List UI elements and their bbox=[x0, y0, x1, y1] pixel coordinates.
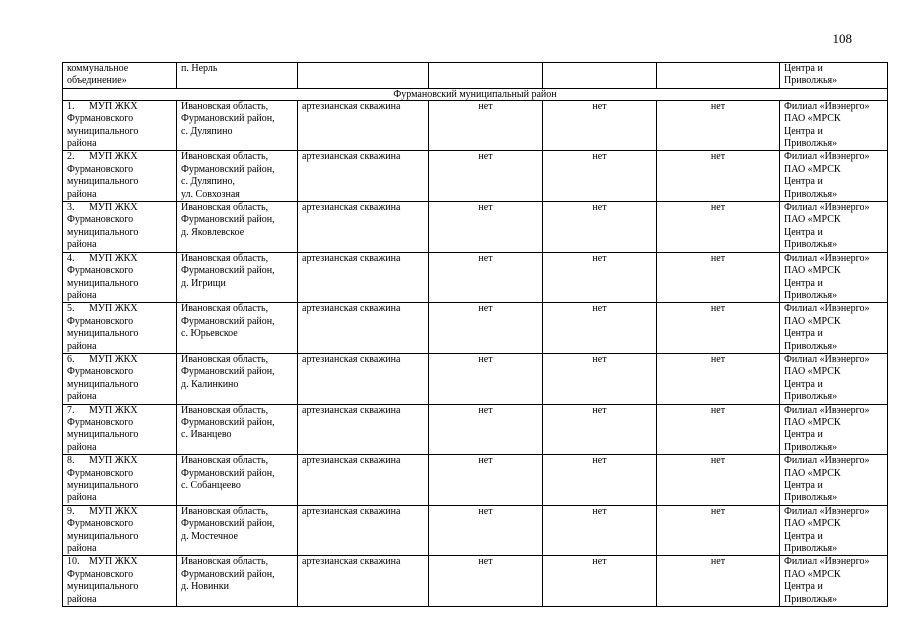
org-line: 5. МУП ЖКХ bbox=[67, 303, 138, 315]
supplier-line: Приволжья» bbox=[784, 391, 838, 403]
empty-cell bbox=[429, 63, 543, 89]
document-table bbox=[62, 62, 888, 607]
supplier-cell bbox=[780, 353, 888, 404]
value-cell: нет bbox=[543, 353, 657, 404]
org-line: Фурмановского bbox=[67, 163, 134, 175]
table-row bbox=[63, 455, 888, 506]
value-cell: нет bbox=[657, 100, 780, 151]
value-cell: нет bbox=[429, 353, 543, 404]
section-row bbox=[63, 88, 888, 100]
supplier-line: Приволжья» bbox=[784, 543, 838, 555]
supplier-line: Филиал «Ивэнерго» bbox=[784, 556, 870, 568]
org-line: муниципального bbox=[67, 530, 139, 542]
supplier-line: Филиал «Ивэнерго» bbox=[784, 100, 870, 112]
supplier-cell bbox=[780, 556, 888, 607]
table-row bbox=[63, 505, 888, 556]
address-cell bbox=[177, 556, 298, 607]
empty-cell bbox=[657, 63, 780, 89]
source-cell: артезианская скважина bbox=[298, 505, 429, 556]
address-line: Ивановская область, bbox=[181, 303, 269, 315]
supplier-cell bbox=[780, 151, 888, 202]
org-line: района bbox=[67, 340, 97, 352]
supplier-line: ПАО «МРСК bbox=[784, 568, 841, 580]
table-row bbox=[63, 202, 888, 253]
supplier-line: Приволжья» bbox=[784, 75, 838, 87]
supplier-line: Центра и bbox=[784, 125, 823, 137]
org-line: 4. МУП ЖКХ bbox=[67, 252, 138, 264]
table-row bbox=[63, 252, 888, 303]
org-line: Фурмановского bbox=[67, 113, 134, 125]
supplier-line: Центра и bbox=[784, 226, 823, 238]
supplier-line: ПАО «МРСК bbox=[784, 366, 841, 378]
row-number: 5. bbox=[67, 303, 75, 315]
org-line: муниципального bbox=[67, 429, 139, 441]
supplier-line: ПАО «МРСК bbox=[784, 113, 841, 125]
org-cell bbox=[63, 404, 177, 455]
supplier-line: ПАО «МРСК bbox=[784, 315, 841, 327]
table-row bbox=[63, 303, 888, 354]
org-line: муниципального bbox=[67, 226, 139, 238]
org-line: района bbox=[67, 492, 97, 504]
org-line: 1. МУП ЖКХ bbox=[67, 100, 138, 112]
address-cell bbox=[177, 455, 298, 506]
org-line: района bbox=[67, 441, 97, 453]
value-cell: нет bbox=[543, 100, 657, 151]
supplier-line: Центра и bbox=[784, 63, 823, 74]
value-cell: нет bbox=[429, 252, 543, 303]
org-line: Фурмановского bbox=[67, 214, 134, 226]
value-cell: нет bbox=[657, 151, 780, 202]
org-cell bbox=[63, 252, 177, 303]
org-line: района bbox=[67, 138, 97, 150]
row-number: 3. bbox=[67, 202, 75, 214]
source-cell: артезианская скважина bbox=[298, 303, 429, 354]
org-cell bbox=[63, 63, 177, 89]
address-line: с. Юрьевское bbox=[181, 328, 238, 340]
org-cell bbox=[63, 151, 177, 202]
source-cell: артезианская скважина bbox=[298, 404, 429, 455]
row-number: 6. bbox=[67, 353, 75, 365]
row-number: 2. bbox=[67, 151, 75, 163]
source-cell: артезианская скважина bbox=[298, 202, 429, 253]
address-line: Фурмановский район, bbox=[181, 113, 275, 125]
address-line: д. Новинки bbox=[181, 581, 229, 593]
value-cell: нет bbox=[429, 303, 543, 354]
address-line: Фурмановский район, bbox=[181, 163, 275, 175]
org-line: района bbox=[67, 543, 97, 555]
value-cell: нет bbox=[429, 455, 543, 506]
org-cell bbox=[63, 556, 177, 607]
table-row bbox=[63, 556, 888, 607]
value-cell: нет bbox=[543, 505, 657, 556]
table-row bbox=[63, 353, 888, 404]
source-cell: артезианская скважина bbox=[298, 100, 429, 151]
org-line: коммунальное bbox=[67, 63, 129, 74]
continued-row bbox=[63, 63, 888, 89]
value-cell: нет bbox=[657, 252, 780, 303]
org-line: района bbox=[67, 593, 97, 605]
address-line: Фурмановский район, bbox=[181, 366, 275, 378]
org-line: муниципального bbox=[67, 378, 139, 390]
address-line: Ивановская область, bbox=[181, 151, 269, 163]
org-line: района bbox=[67, 289, 97, 301]
address-line: Ивановская область, bbox=[181, 252, 269, 264]
value-cell: нет bbox=[543, 303, 657, 354]
value-cell: нет bbox=[543, 404, 657, 455]
supplier-cell bbox=[780, 455, 888, 506]
address-line: с. Иванцево bbox=[181, 429, 232, 441]
supplier-line: Приволжья» bbox=[784, 239, 838, 251]
supplier-line: Филиал «Ивэнерго» bbox=[784, 505, 870, 517]
address-line: Фурмановский район, bbox=[181, 315, 275, 327]
org-line: Фурмановского bbox=[67, 265, 134, 277]
supplier-line: Приволжья» bbox=[784, 441, 838, 453]
supplier-line: ПАО «МРСК bbox=[784, 467, 841, 479]
org-line: муниципального bbox=[67, 125, 139, 137]
value-cell: нет bbox=[657, 505, 780, 556]
address-line: ул. Совхозная bbox=[181, 188, 240, 200]
supplier-line: ПАО «МРСК bbox=[784, 518, 841, 530]
supplier-line: Приволжья» bbox=[784, 340, 838, 352]
address-line: Фурмановский район, bbox=[181, 214, 275, 226]
empty-cell bbox=[543, 63, 657, 89]
org-line: 3. МУП ЖКХ bbox=[67, 202, 138, 214]
address-cell bbox=[177, 100, 298, 151]
address-line: Фурмановский район, bbox=[181, 518, 275, 530]
org-line: муниципального bbox=[67, 328, 139, 340]
value-cell: нет bbox=[429, 505, 543, 556]
org-line: муниципального bbox=[67, 480, 139, 491]
address-line: Фурмановский район, bbox=[181, 416, 275, 428]
address-cell bbox=[177, 353, 298, 404]
address-line: Ивановская область, bbox=[181, 100, 269, 112]
supplier-line: Центра и bbox=[784, 328, 823, 340]
value-cell: нет bbox=[657, 353, 780, 404]
supplier-line: Центра и bbox=[784, 277, 823, 289]
org-cell bbox=[63, 100, 177, 151]
supplier-line: Приволжья» bbox=[784, 593, 838, 605]
org-cell bbox=[63, 202, 177, 253]
value-cell: нет bbox=[657, 455, 780, 506]
org-cell bbox=[63, 353, 177, 404]
address-line: Фурмановский район, bbox=[181, 568, 275, 580]
address-cell bbox=[177, 505, 298, 556]
address-line: п. Нерль bbox=[181, 63, 218, 74]
address-line: с. Собанцеево bbox=[181, 480, 241, 491]
address-cell bbox=[177, 202, 298, 253]
supplier-cell bbox=[780, 202, 888, 253]
org-line: муниципального bbox=[67, 581, 139, 593]
org-line: муниципального bbox=[67, 277, 139, 289]
supplier-cell bbox=[780, 63, 888, 89]
row-number: 9. bbox=[67, 505, 75, 517]
org-line: 9. МУП ЖКХ bbox=[67, 505, 138, 517]
org-line: Фурмановского bbox=[67, 315, 134, 327]
address-line: Ивановская область, bbox=[181, 353, 269, 365]
value-cell: нет bbox=[429, 151, 543, 202]
address-line: Ивановская область, bbox=[181, 404, 269, 416]
source-cell: артезианская скважина bbox=[298, 353, 429, 404]
supplier-cell bbox=[780, 505, 888, 556]
value-cell: нет bbox=[429, 556, 543, 607]
org-line: объединение» bbox=[67, 75, 127, 87]
supplier-line: Центра и bbox=[784, 429, 823, 441]
org-line: муниципального bbox=[67, 176, 139, 188]
address-cell bbox=[177, 252, 298, 303]
supplier-line: ПАО «МРСК bbox=[784, 214, 841, 226]
row-number: 8. bbox=[67, 455, 75, 467]
source-cell: артезианская скважина bbox=[298, 455, 429, 506]
row-number: 4. bbox=[67, 252, 75, 264]
address-cell bbox=[177, 404, 298, 455]
value-cell: нет bbox=[657, 404, 780, 455]
source-cell bbox=[298, 63, 429, 89]
supplier-cell bbox=[780, 100, 888, 151]
org-line: 2. МУП ЖКХ bbox=[67, 151, 138, 163]
supplier-line: Филиал «Ивэнерго» bbox=[784, 353, 870, 365]
org-line: Фурмановского bbox=[67, 366, 134, 378]
address-cell bbox=[177, 303, 298, 354]
address-line: Ивановская область, bbox=[181, 556, 269, 568]
supplier-line: Филиал «Ивэнерго» bbox=[784, 455, 870, 467]
supplier-line: Филиал «Ивэнерго» bbox=[784, 202, 870, 214]
address-cell bbox=[177, 63, 298, 89]
address-line: Ивановская область, bbox=[181, 505, 269, 517]
org-cell bbox=[63, 505, 177, 556]
supplier-cell bbox=[780, 404, 888, 455]
org-line: 10. МУП ЖКХ bbox=[67, 556, 138, 568]
address-line: д. Яковлевское bbox=[181, 226, 245, 238]
address-line: д. Мостечное bbox=[181, 530, 238, 542]
supplier-line: Филиал «Ивэнерго» bbox=[784, 252, 870, 264]
value-cell: нет bbox=[543, 151, 657, 202]
source-cell: артезианская скважина bbox=[298, 252, 429, 303]
supplier-line: Приволжья» bbox=[784, 188, 838, 200]
address-line: Ивановская область, bbox=[181, 455, 269, 467]
supplier-line: Центра и bbox=[784, 581, 823, 593]
supplier-line: Приволжья» bbox=[784, 492, 838, 504]
supplier-line: Филиал «Ивэнерго» bbox=[784, 151, 870, 163]
value-cell: нет bbox=[657, 556, 780, 607]
section-title: Фурмановский муниципальный район bbox=[63, 88, 888, 100]
page-number: 108 bbox=[832, 31, 852, 46]
row-number: 10. bbox=[67, 556, 80, 568]
org-line: 7. МУП ЖКХ bbox=[67, 404, 138, 416]
org-cell bbox=[63, 455, 177, 506]
source-cell: артезианская скважина bbox=[298, 556, 429, 607]
row-number: 7. bbox=[67, 404, 75, 416]
value-cell: нет bbox=[657, 202, 780, 253]
supplier-line: Центра и bbox=[784, 530, 823, 542]
value-cell: нет bbox=[543, 202, 657, 253]
value-cell: нет bbox=[543, 252, 657, 303]
table-row bbox=[63, 151, 888, 202]
supplier-line: Центра и bbox=[784, 378, 823, 390]
source-cell: артезианская скважина bbox=[298, 151, 429, 202]
supplier-line: ПАО «МРСК bbox=[784, 416, 841, 428]
address-cell bbox=[177, 151, 298, 202]
org-line: Фурмановского bbox=[67, 568, 134, 580]
supplier-line: ПАО «МРСК bbox=[784, 265, 841, 277]
value-cell: нет bbox=[429, 202, 543, 253]
address-line: Фурмановский район, bbox=[181, 467, 275, 479]
supplier-line: Центра и bbox=[784, 176, 823, 188]
address-line: Фурмановский район, bbox=[181, 265, 275, 277]
org-cell bbox=[63, 303, 177, 354]
org-line: Фурмановского bbox=[67, 467, 134, 479]
supplier-cell bbox=[780, 303, 888, 354]
value-cell: нет bbox=[543, 556, 657, 607]
address-line: с. Дуляпино, bbox=[181, 176, 235, 188]
value-cell: нет bbox=[429, 100, 543, 151]
supplier-line: Приволжья» bbox=[784, 138, 838, 150]
value-cell: нет bbox=[543, 455, 657, 506]
org-line: 8. МУП ЖКХ bbox=[67, 455, 138, 467]
address-line: д. Игрищи bbox=[181, 277, 226, 289]
org-line: Фурмановского bbox=[67, 518, 134, 530]
supplier-line: Филиал «Ивэнерго» bbox=[784, 303, 870, 315]
supplier-line: Центра и bbox=[784, 480, 823, 491]
org-line: 6. МУП ЖКХ bbox=[67, 353, 138, 365]
supplier-line: Приволжья» bbox=[784, 289, 838, 301]
org-line: района bbox=[67, 391, 97, 403]
address-line: Ивановская область, bbox=[181, 202, 269, 214]
address-line: д. Калинкино bbox=[181, 378, 239, 390]
org-line: района bbox=[67, 188, 97, 200]
supplier-line: ПАО «МРСК bbox=[784, 163, 841, 175]
value-cell: нет bbox=[429, 404, 543, 455]
row-number: 1. bbox=[67, 100, 75, 112]
org-line: района bbox=[67, 239, 97, 251]
table-row bbox=[63, 100, 888, 151]
value-cell: нет bbox=[657, 303, 780, 354]
address-line: с. Дуляпино bbox=[181, 125, 233, 137]
supplier-line: Филиал «Ивэнерго» bbox=[784, 404, 870, 416]
supplier-cell bbox=[780, 252, 888, 303]
org-line: Фурмановского bbox=[67, 416, 134, 428]
table-row bbox=[63, 404, 888, 455]
